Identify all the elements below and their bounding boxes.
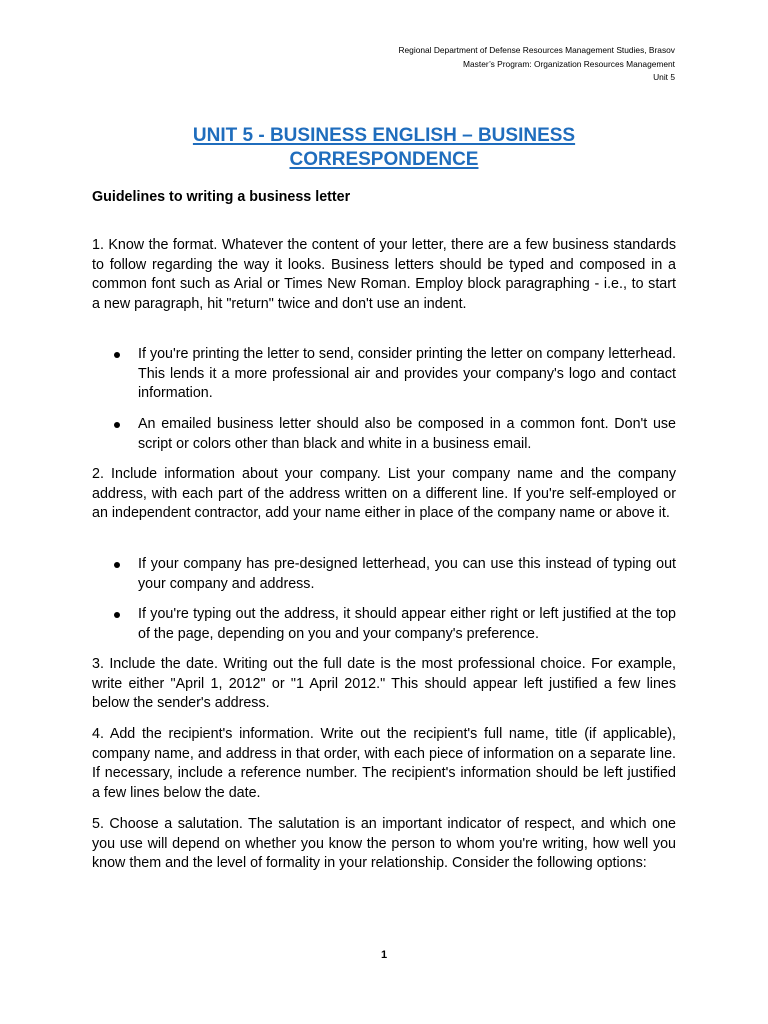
title-line-2: CORRESPONDENCE — [289, 149, 479, 170]
paragraph-3: 3. Include the date. Writing out the full date is the most professional choice. For example, write either "April 1, 2012" or "1 April 2012." This should appear left justified a few lines below the sender's address. — [92, 656, 676, 712]
header-unit: Unit 5 — [653, 72, 675, 82]
bullet-item: If you're printing the letter to send, consider printing the letter on company letterhead. This lends it a more professional air and provides your company's logo and contact information. — [138, 346, 676, 402]
section-heading: Guidelines to writing a business letter — [92, 189, 351, 205]
paragraph-1: 1. Know the format. Whatever the content of your letter, there are a few business standards to follow regarding the way it looks. Business letters should be typed and composed in a common font such as Arial or Times New Roman. Employ block paragraphing - i.e., to start a new paragraph, hit "return" twice and don't use an indent. — [92, 237, 676, 313]
title-line-1: UNIT 5 - BUSINESS ENGLISH – BUSINESS — [192, 125, 576, 146]
bullet-dot — [114, 352, 120, 358]
running-header — [398, 44, 675, 85]
bullet-dot — [114, 562, 120, 568]
bullet-item: An emailed business letter should also be composed in a common font. Don't use script or colors other than black and white in a business email. — [138, 416, 676, 452]
bullet-dot — [114, 612, 120, 618]
bullet-item: If you're typing out the address, it should appear either right or left justified at the top of the page, depending on you and your company's preference. — [138, 606, 676, 642]
paragraph-5: 5. Choose a salutation. The salutation is an important indicator of respect, and which one you use will depend on whether you know the person to whom you're writing, how well you know them and the level of formality in your relationship. Consider the following options: — [92, 816, 676, 872]
header-institution: Regional Department of Defense Resources Management Studies, Brasov — [398, 45, 675, 55]
paragraph-4: 4. Add the recipient's information. Write out the recipient's full name, title (if applicable), company name, and address in that order, with each piece of information on a separate line. If necessary, include a reference number. The recipient's information should be left justified a few lines below the date. — [92, 726, 676, 802]
paragraph-2: 2. Include information about your company. List your company name and the company address, with each part of the address written on a different line. If you're self-employed or an independent contractor, add your name either in place of the company name or above it. — [92, 466, 676, 522]
bullet-item: If your company has pre-designed letterhead, you can use this instead of typing out your company and address. — [138, 556, 676, 592]
header-program: Master’s Program: Organization Resources Management — [463, 58, 675, 69]
bullet-dot — [114, 422, 120, 428]
page-number: 1 — [380, 949, 388, 961]
document-title — [92, 124, 676, 172]
